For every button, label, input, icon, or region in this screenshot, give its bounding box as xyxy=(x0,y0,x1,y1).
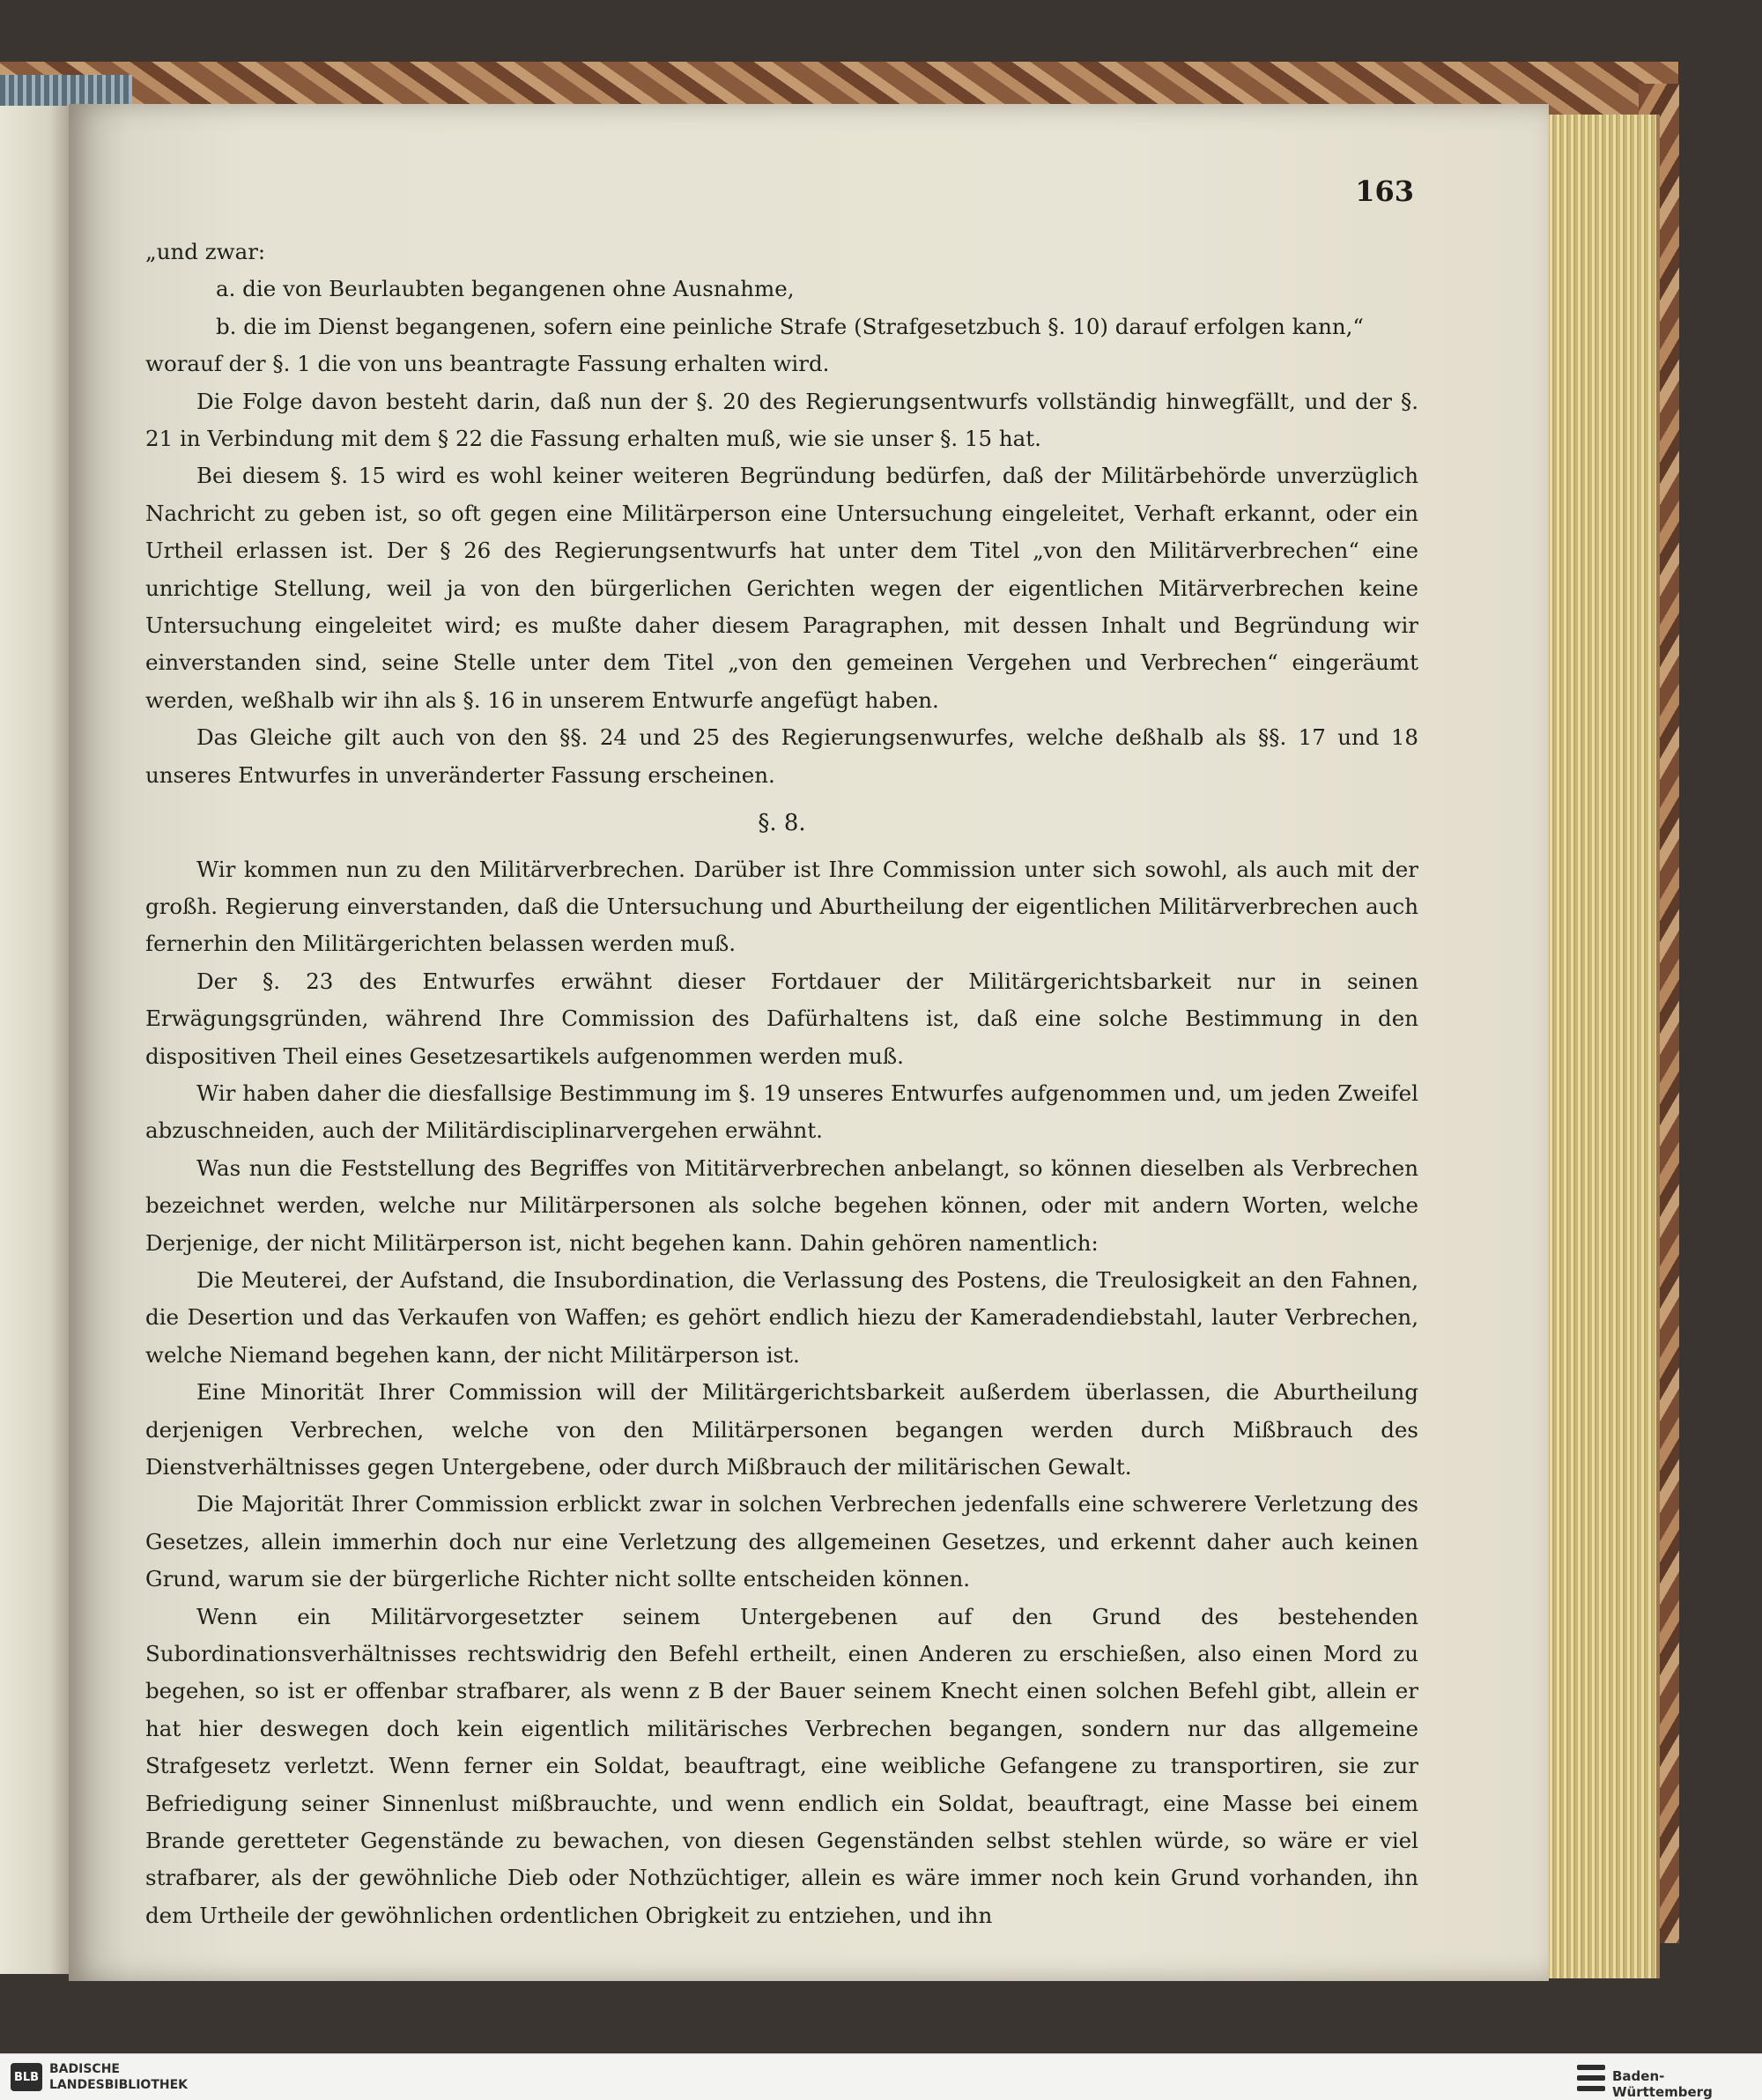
left-page xyxy=(0,106,70,1974)
paragraph: worauf der §. 1 die von uns beantragte Fassung erhalten wird. xyxy=(145,351,830,377)
page-edge xyxy=(1533,115,1660,1978)
paragraph: Wir kommen nun zu den Militärverbrechen. Darüber ist Ihre Commission unter sich sowohl, als auch mit der großh. Regierung einverstanden, daß die Untersuchung und Aburtheilung der eigentlichen Militärverbrechen auch fernerhin den Militärgerichten belassen werden muß. xyxy=(145,856,1418,957)
paragraph: Wir haben daher die diesfallsige Bestimmung im §. 19 unseres Entwurfes aufgenommen und, um jeden Zweifel abzuschneiden, auch der Militärdisciplinarvergehen erwähnt. xyxy=(145,1080,1418,1144)
paragraph: Die Folge davon besteht darin, daß nun der §. 20 des Regierungsentwurfs vollständig hinwegfällt, und der §. 21 in Verbindung mit dem § 22 die Fassung erhalten muß, wie sie unser §. 15 hat. xyxy=(145,388,1418,452)
paragraph: Die Majorität Ihrer Commission erblickt zwar in solchen Verbrechen jedenfalls eine schwerere Verletzung des Gesetzes, allein immerhin doch nur eine Verletzung des allgemeinen Gesetzes, und erkennt daher auch keinen Grund, warum sie der bürgerliche Richter nicht sollte entscheiden können. xyxy=(145,1491,1418,1592)
baden-wuerttemberg-lions-icon xyxy=(1577,2065,1605,2091)
library-name-line1: BADISCHE xyxy=(49,2062,120,2076)
library-name-line2: LANDESBIBLIOTHEK xyxy=(49,2078,189,2092)
text-block xyxy=(145,234,1418,1934)
library-logo-icon[interactable]: BLB xyxy=(11,2063,42,2091)
section-heading: §. 8. xyxy=(758,810,806,837)
paragraph: Eine Minorität Ihrer Commission will der Militärgerichtsbarkeit außerdem überlassen, die Aburtheilung derjenigen Verbrechen, welche von den Militärpersonen begangen werden durch Mißbrauch des Dienstverhältnisses gegen Untergebene, oder durch Mißbrauch der militärischen Gewalt. xyxy=(145,1379,1418,1480)
paragraph: Was nun die Feststellung des Begriffes von Mititärverbrechen anbelangt, so können dieselben als Verbrechen bezeichnet werden, welche nur Militärpersonen als solche begehen können, oder mit andern Worten, welche Derjenige, der nicht Militärperson ist, nicht begehen kann. Dahin gehören namentlich: xyxy=(145,1154,1418,1256)
paragraph: Der §. 23 des Entwurfes erwähnt dieser Fortdauer der Militärgerichtsbarkeit nur in seinen Erwägungsgründen, während Ihre Commission des Dafürhaltens ist, daß eine solche Bestimmung in den dispositiven Theil eines Gesetzesartikels aufgenommen werden muß. xyxy=(145,968,1418,1069)
page-number: 163 xyxy=(1355,174,1414,208)
paragraph: a. die von Beurlaubten begangenen ohne Ausnahme, xyxy=(216,276,795,302)
paragraph: Bei diesem §. 15 wird es wohl keiner weiteren Begründung bedürfen, daß der Militärbehörde unverzüglich Nachricht zu geben ist, so oft gegen eine Militärperson eine Untersuchung eingeleitet, Verhaft erkannt, oder ein Urtheil erlassen ist. Der § 26 des Regierungsentwurfs hat unter dem Titel „von den Militärverbrechen“ eine unrichtige Stellung, weil ja von den bürgerlichen Gerichten wegen der eigentlichen Mitärverbrechen keine Untersuchung eingeleitet wird; es mußte daher diesem Paragraphen, mit dessen Inhalt und Begründung wir einverstanden sind, seine Stelle unter dem Titel „von den gemeinen Vergehen und Verbrechen“ eingeräumt werden, weßhalb wir ihn als §. 16 in unserem Entwurfe angefügt haben. xyxy=(145,463,1418,713)
paragraph: „und zwar: xyxy=(145,239,266,264)
state-name[interactable]: Baden-Württemberg xyxy=(1612,2068,1713,2100)
footer-bar xyxy=(0,2053,1762,2100)
paragraph: Die Meuterei, der Aufstand, die Insubordination, die Verlassung des Postens, die Treulosigkeit an den Fahnen, die Desertion und das Verkaufen von Waffen; es gehört endlich hiezu der Kameradendiebstahl, lauter Verbrechen, welche Niemand begehen kann, der nicht Militärperson ist. xyxy=(145,1266,1418,1368)
library-name[interactable] xyxy=(49,2061,188,2093)
paragraph: Wenn ein Militärvorgesetzter seinem Untergebenen auf den Grund des bestehenden Subordinationsverhältnisses rechtswidrig den Befehl ertheilt, einen Anderen zu erschießen, also einen Mord zu begehen, so ist er offenbar strafbarer, als wenn z B der Bauer seinem Knecht einen solchen Befehl gibt, allein er hat hier deswegen doch kein eigentlich militärisches Verbrechen begangen, sondern nur das allgemeine Strafgesetz verletzt. Wenn ferner ein Soldat, beauftragt, eine weibliche Gefangene zu transportiren, sie zur Befriedigung seiner Sinnenlust mißbrauchte, und wenn endlich ein Soldat, beauftragt, eine Masse bei einem Brande geretteter Gegenstände zu bewachen, von diesen Gegenständen selbst stehlen würde, so wäre er viel strafbarer, als der gewöhnliche Dieb oder Nothzüchtiger, allein es wäre immer noch kein Grund vorhanden, ihn dem Urtheile der gewöhnlichen ordentlichen Obrigkeit zu entziehen, und ihn xyxy=(145,1603,1418,1928)
paragraph: b. die im Dienst begangenen, sofern eine peinliche Strafe (Strafgesetzbuch §. 10) darauf erfolgen kann,“ xyxy=(216,313,1364,339)
paragraph: Das Gleiche gilt auch von den §§. 24 und 25 des Regierungsenwurfes, welche deßhalb als §§. 17 und 18 unseres Entwurfes in unveränderter Fassung erscheinen. xyxy=(145,724,1418,788)
